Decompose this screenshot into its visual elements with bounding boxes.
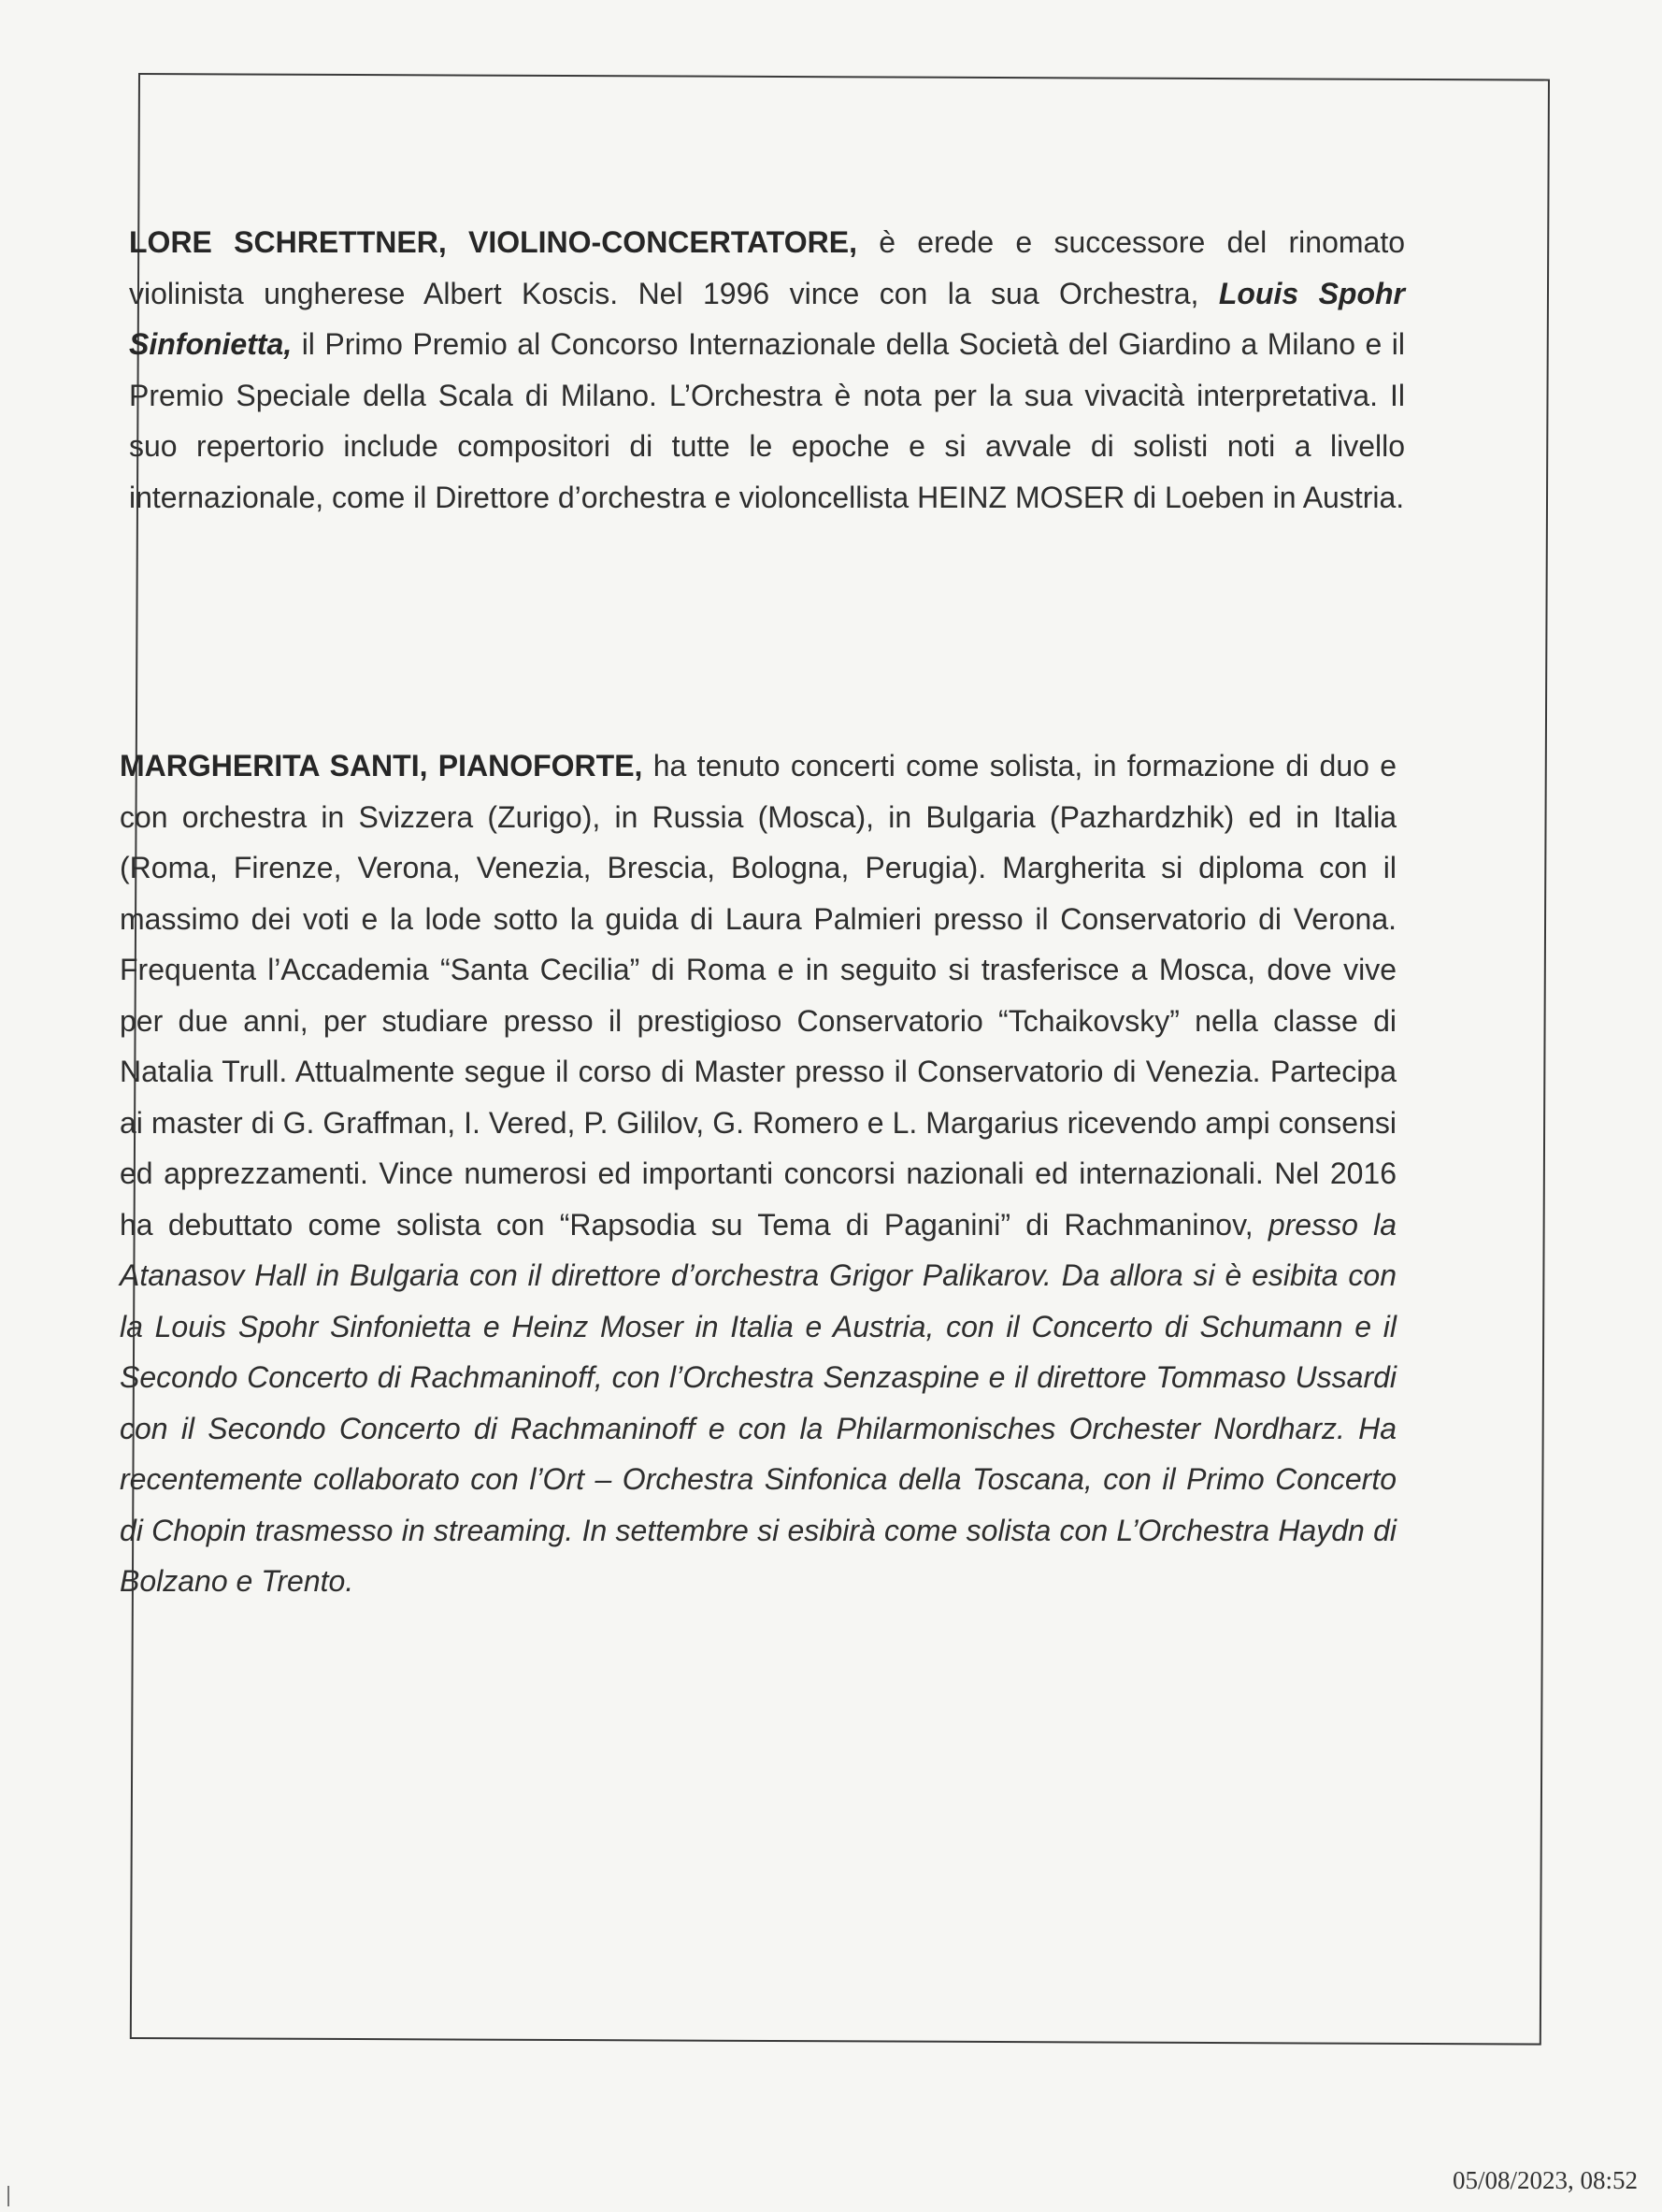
- margin-mark: [7, 2186, 9, 2206]
- orchestra-name: Louis Spohr Sinfonietta,: [129, 276, 1406, 361]
- bio-margherita-santi: [120, 740, 1397, 1607]
- bio-text: il Primo Premio al Concorso Internazionale della Società del Giardino a Milano e il Premio Speciale della Scala di Milano. L’Orchestra è nota per la sua vivacità interpretativa. Il suo repertorio include compositori di tutte le epoche e si avvale di solisti noti a livello internazionale, come il Direttore d’orchestra e violoncellista HEINZ MOSER di Loeben in Austria.: [129, 327, 1405, 514]
- print-timestamp: 05/08/2023, 08:52: [1452, 2166, 1638, 2194]
- bio-text: è erede e successore del rinomato violinista ungherese Albert Koscis. Nel 1996 vince con la sua Orchestra,: [129, 225, 1405, 310]
- bio-text-italic: presso la Atanasov Hall in Bulgaria con il direttore d’orchestra Grigor Palikarov. Da allora si è esibita con la Louis Spohr Sinfonietta e Heinz Moser in Italia e Austria, con il Concerto di Schumann e il Secondo Concerto di Rachmaninoff, con l’Orchestra Senzaspine e il direttore Tommaso Ussardi con il Secondo Concerto di Rachmaninoff e con la Philarmonisches Orchester Nordharz. Ha recentemente collaborato con l’Ort – Orchestra Sinfonica della Toscana, con il Primo Concerto di Chopin trasmesso in streaming. In settembre si esibirà come solista con L’Orchestra Haydn di Bolzano e Trento.: [120, 1207, 1397, 1598]
- bio-lore-schrettner: [129, 217, 1405, 523]
- performer-name: LORE SCHRETTNER, VIOLINO-CONCERTATORE,: [129, 225, 857, 259]
- performer-name: MARGHERITA SANTI, PIANOFORTE,: [120, 749, 643, 783]
- bio-text: ha tenuto concerti come solista, in formazione di duo e con orchestra in Svizzera (Zurigo), in Russia (Mosca), in Bulgaria (Pazhardzhik) ed in Italia (Roma, Firenze, Verona, Venezia, Brescia, Bologna, Perugia). Margherita si diploma con il massimo dei voti e la lode sotto la guida di Laura Palmieri presso il Conservatorio di Verona. Frequenta l’Accademia “Santa Cecilia” di Roma e in seguito si trasferisce a Mosca, dove vive per due anni, per studiare presso il prestigioso Conservatorio “Tchaikovsky” nella classe di Natalia Trull. Attualmente segue il corso di Master presso il Conservatorio di Venezia. Partecipa ai master di G. Graffman, I. Vered, P. Gililov, G. Romero e L. Margarius ricevendo ampi consensi ed apprezzamenti. Vince numerosi ed importanti concorsi nazionali ed internazionali. Nel 2016 ha debuttato come solista con “Rapsodia su Tema di Paganini” di Rachmaninov,: [120, 749, 1397, 1242]
